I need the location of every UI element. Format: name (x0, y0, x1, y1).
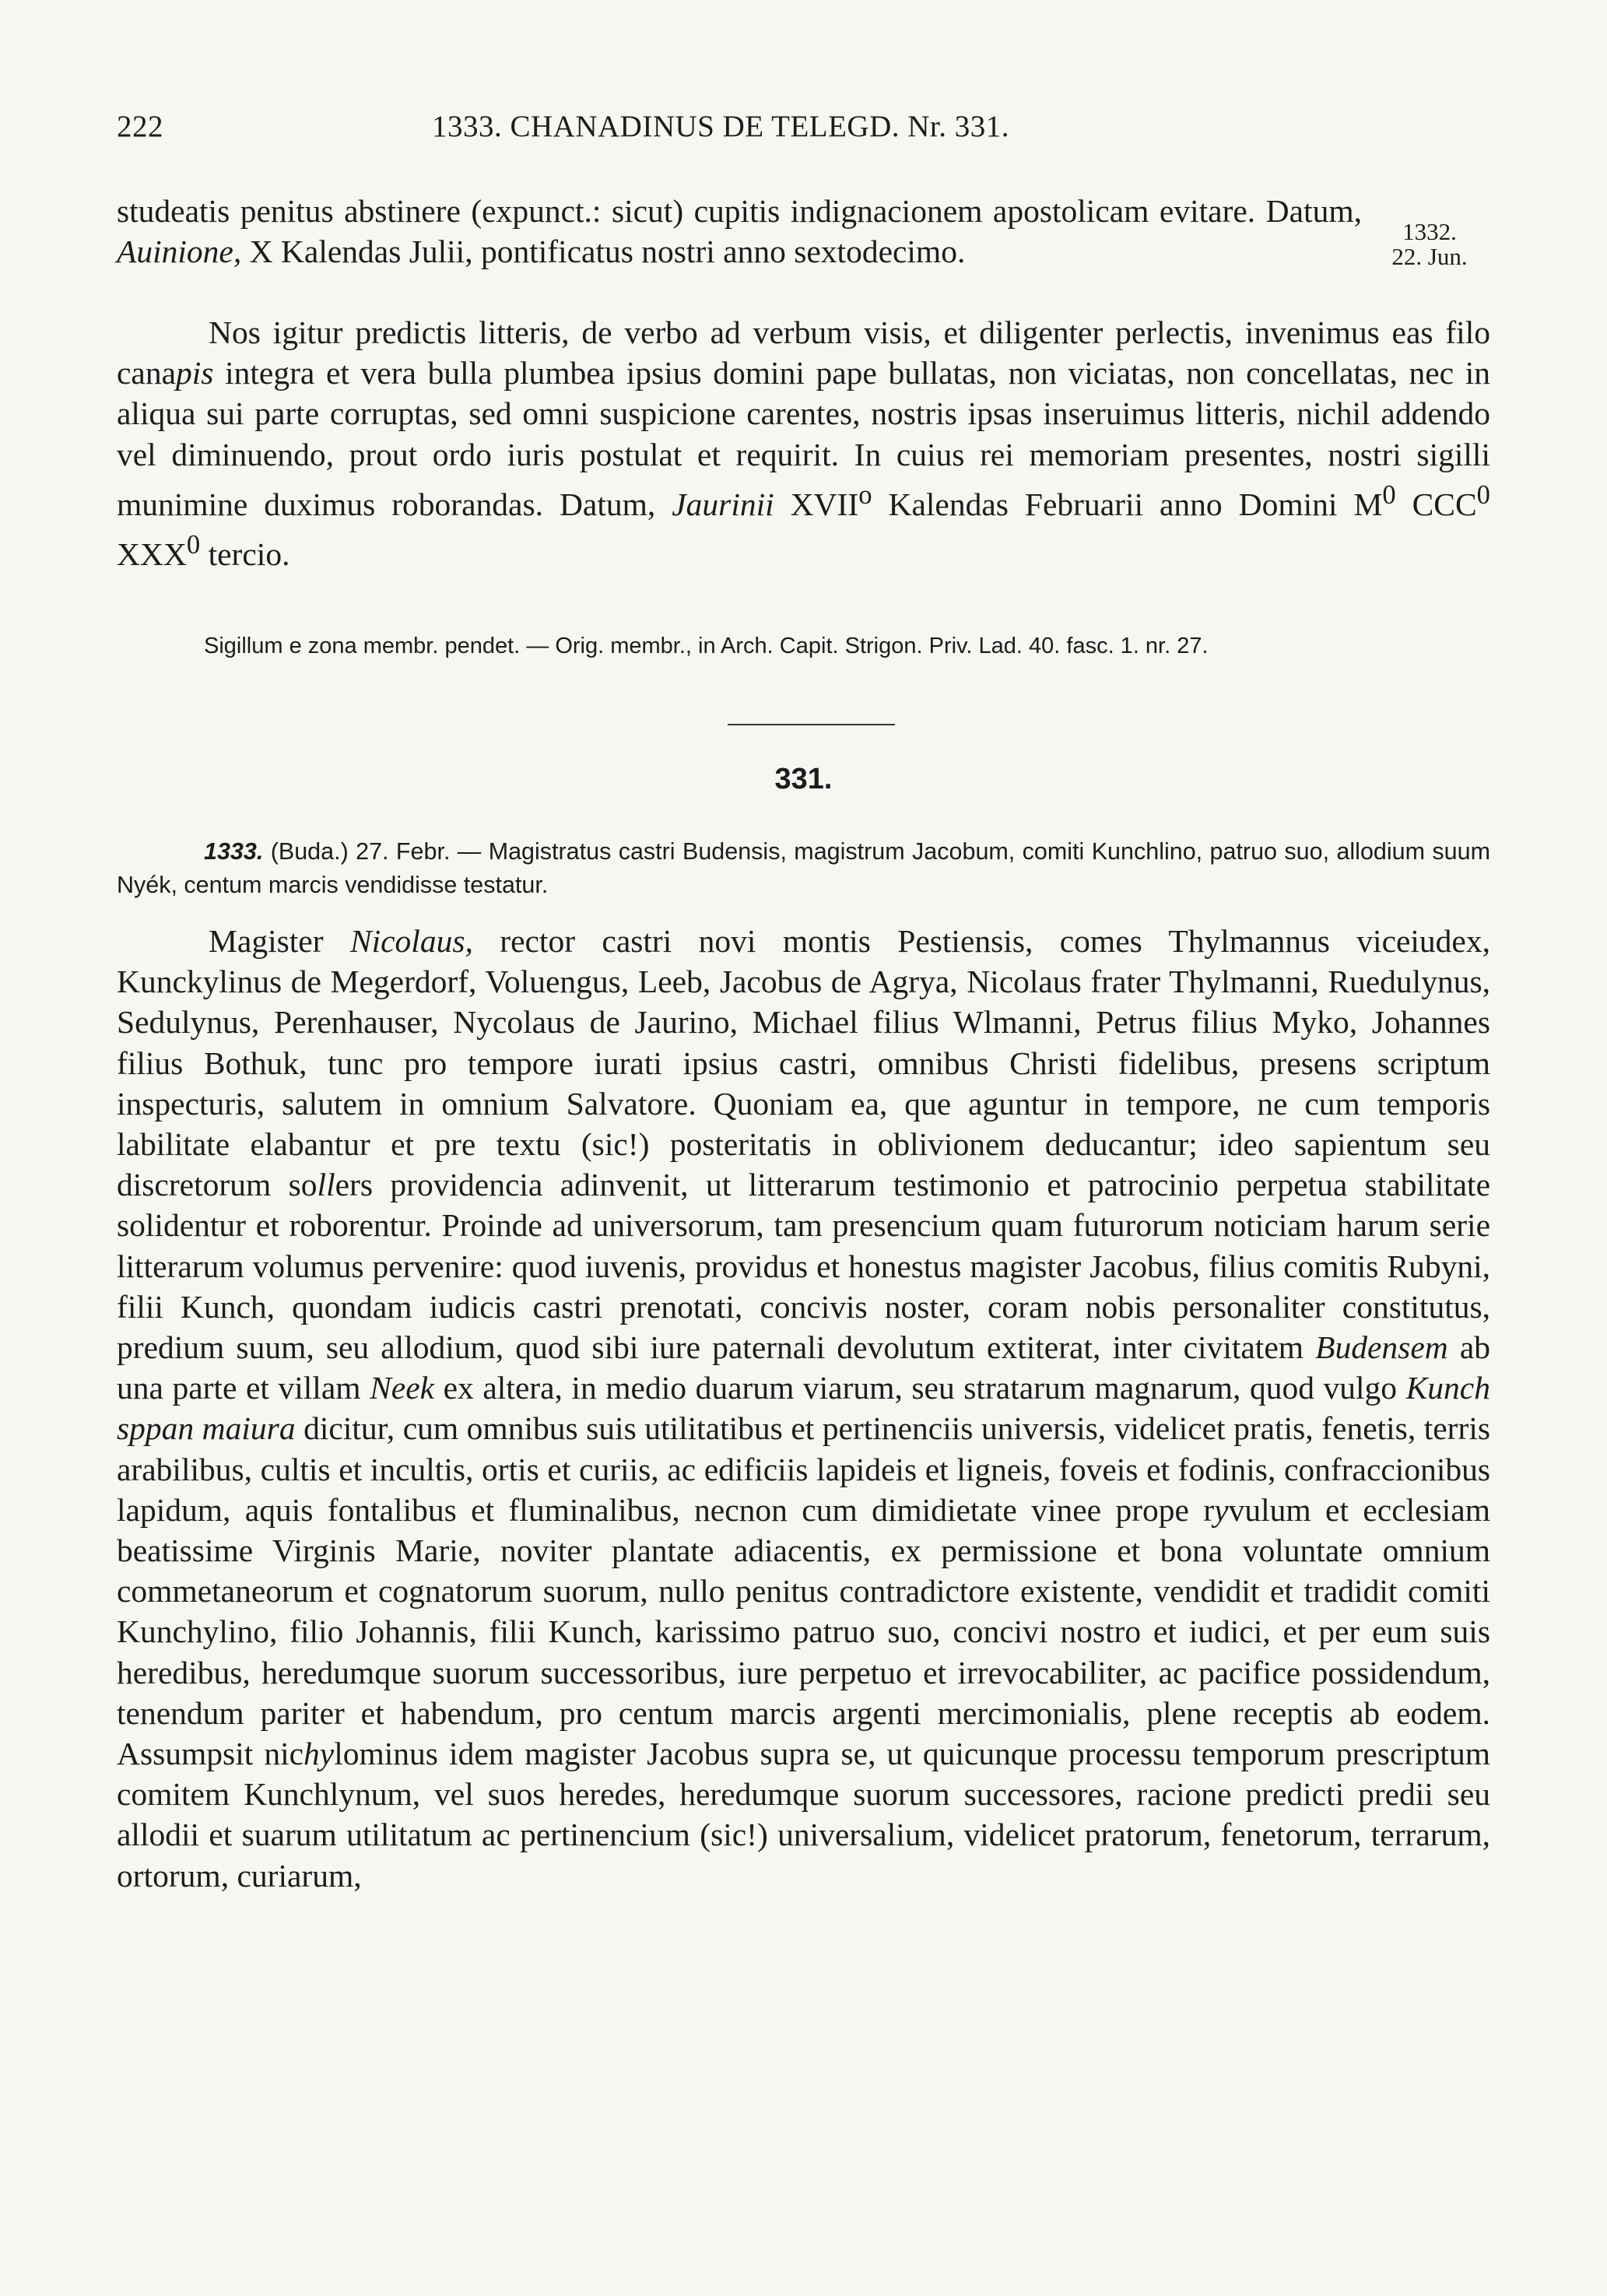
closing-paragraph: Nos igitur predictis litteris, de verbo ad verbum visis, et diligenter perlectis, invenimus eas filo canapis integra et vera bulla plumbea ipsius domini pape bullatas, non viciatas, non concellatas, nec in aliqua sui parte corruptas, sed omni suspicione carentes, nostris ipsas inseruimus litteris, nichil addendo vel diminuendo, prout ordo iuris postulat et requirit. In cuius rei memoriam presentes, nostri sigilli munimine duximus roborandas. Datum, Jaurinii XVII$^o$ Kalendas Februarii anno Domini $M^0$ CCC$^0$ XXX$^0$ tercio. (117, 314, 1490, 572)
regest-date: 1333. (204, 838, 264, 865)
transumpt-closing (117, 312, 1490, 574)
margin-year: 1332. (1402, 218, 1457, 245)
charter-text (117, 921, 1490, 1896)
regest-summary (117, 835, 1490, 902)
margin-day: 22. Jun. (1391, 243, 1468, 270)
section-divider (728, 724, 895, 725)
footnote-text: Sigillum e zona membr. pendet. — Orig. membr., in Arch. Capit. Strigon. Priv. Lad. 40. fasc. 1. nr. 27. (204, 634, 1209, 658)
continued-text (117, 191, 1362, 272)
margin-date-note (1363, 219, 1496, 269)
continued-paragraph: studeatis penitus abstinere (expunct.: sicut) cupitis indignacionem apostolicam evitare. Datum, Auinione, X Kalendas Julii, pontificatus nostri anno sextodecimo. (117, 193, 1362, 270)
regest-text: (Buda.) 27. Febr. — Magistratus castri Budensis, magistrum Jacobum, comiti Kunchlino, patruo suo, allodium suum Nyék, centum marcis vendidisse testatur. (117, 838, 1490, 898)
source-note (117, 627, 1490, 665)
document-number: 331. (774, 763, 833, 795)
running-title: 1333. CHANADINUS DE TELEGD. Nr. 331. (432, 110, 1009, 143)
page-number: 222 (117, 110, 163, 143)
charter-paragraph: Magister Nicolaus, rector castri novi montis Pestiensis, comes Thylmannus viceiudex, Kunckylinus de Megerdorf, Voluengus, Leeb, Jacobus de Agrya, Nicolaus frater Thylmanni, Ruedulynus, Sedulynus, Perenhauser, Nycolaus de Jaurino, Michael filius Wlmanni, Petrus filius Myko, Johannes filius Bothuk, tunc pro tempore iurati ipsius castri, omnibus Christi fidelibus, presens scriptum inspecturis, salutem in omnium Salvatore. Quoniam ea, que aguntur in tempore, ne cum temporis labilitate elabantur et pre textu (sic!) posteritatis in oblivionem deducantur; ideo sapientum seu discretorum sollers providencia adinvenit, ut litterarum testimonio et patrocinio perpetua stabilitate solidentur et roborentur. Proinde ad universorum, tam presencium quam futurorum noticiam harum serie litterarum volumus pervenire: quod iuvenis, providus et honestus magister Jacobus, filius comitis Rubyni, filii Kunch, quondam iudicis castri prenotati, concivis noster, coram nobis personaliter constitutus, predium suum, seu allodium, quod sibi iure paternali devolutum extiterat, inter civitatem Budensem ab una parte et villam Neek ex altera, in medio duarum viarum, seu stratarum magnarum, quod vulgo Kunch sppan maiura dicitur, cum omnibus suis utilitatibus et pertinenciis universis, videlicet pratis, fenetis, terris arabilibus, cultis et incultis, ortis et curiis, ac edificiis lapideis et ligneis, foveis et fodinis, confraccionibus lapidum, aquis fontalibus et fluminalibus, necnon cum dimidietate vinee prope ryvulum et ecclesiam beatissime Virginis Marie, noviter plantate adiacentis, ex permissione et bona voluntate omnium commetaneorum et cognatorum suorum, nullo penitus contradictore existente, vendidit et tradidit comiti Kunchylino, filio Johannis, filii Kunch, karissimo patruo suo, concivi nostro et iudici, et per eum suis heredibus, heredumque suorum successoribus, iure perpetuo et irrevocabiliter, ac pacifice possidendum, tenendum pariter et habendum, pro centum marcis argenti mercimonialis, plene receptis ab eodem. Assumpsit nichylominus idem magister Jacobus supra se, ut quicunque processu temporum prescriptum comitem Kunchlynum, vel suos heredes, heredumque suorum successores, racione predicti predii seu allodii et suarum utilitatum ac pertinencium (sic!) universalium, videlicet pratorum, fenetorum, terrarum, ortorum, curiarum, (117, 923, 1491, 1894)
